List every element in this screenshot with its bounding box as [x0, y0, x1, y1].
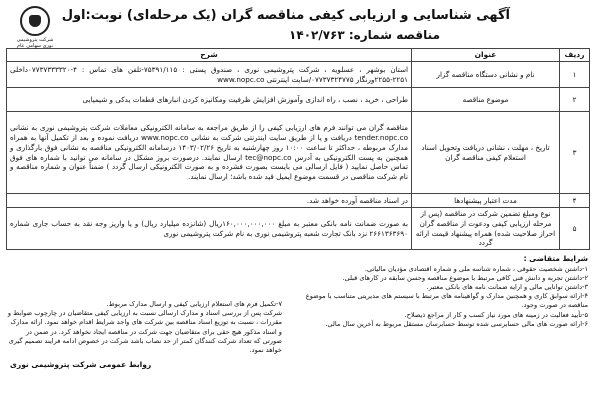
row-no: ۲ [560, 88, 590, 112]
table-row [7, 194, 590, 208]
header-title: عنوان [412, 49, 560, 62]
list-item: ۷-تکمیل فرم های استعلام ارزیابی کیفی و ارسال مدارک مربوط. [106, 300, 282, 308]
table-row [7, 88, 590, 112]
notice-header [6, 4, 590, 48]
row-no: ۵ [560, 208, 590, 250]
row-no: ۴ [560, 194, 590, 208]
table-header-row [7, 49, 590, 62]
row-title: نوع ومبلغ تضمین شرکت در مناقصه (پس از مرحله ارزیابی کیفی ودعوت از مناقصه گران احراز صلاحیت شده) همراه پیشنهاد قیمت ارائه گردد [412, 208, 560, 250]
row-desc: مناقصه گران می توانند فرم های ارزیابی کیفی را از طریق مراجعه به سامانه الکترونیکی معاملات شرکت پتروشیمی نوری به نشانی tender.nopc.co دریافت و یا از طریق سایت اینترنتی شرکت به نشانی www.nopc.co دریافت نموده و بعد از تکمیل آنها به همراه مدارک مربوطه ، حداکثر تا ساعت ۱۰:۰۰ روز چهارشنبه به تاریخ ۱۴۰۳/۰۲/۲۶ درسامانه الکترونیکی مناقصه به نشانی فوق بارگذاری و همچنین به پست الکترونیکی به آدرس tec@nopc.co ارسال نمایند. درصورت بروز مشکل در سامانه می توانید با شماره های فوق تماس حاصل نمایید ( فایل ارسالی می بایست بصورت فشرده و به صورت الکترونیکی ارسال گردد ) ضمناً عنوان و شماره مناقصه و نام شرکت مناقصی در قسمت موضوع ایمیل قید شده باشد؛ ارسال نمایند. [7, 112, 412, 194]
row-title: مدت اعتبار پیشنهادها [412, 194, 560, 208]
logo-caption: شرکت پتروشیمی نوری سهامی عام [16, 37, 54, 49]
company-logo [12, 6, 58, 49]
table-row [7, 208, 590, 250]
row-desc: طراحی ، خرید ، نصب ، راه اندازی وآموزش افزایش ظرفیت ومکانیزه کردن انبارهای قطعات یدکی و شیمیایی [7, 88, 412, 112]
notice-footer [6, 254, 590, 370]
row-desc: در اسناد مناقصه آورده خواهد شد. [7, 194, 412, 208]
list-item: شرکت پس از بررسی اسناد و مدارک ارسالی نسبت به ارزیابی کیفی متقاضیان در چارچوب ضوابط و مقررات ، نسبت به توزیع اسناد مناقصه بین شرکت های واجد شرایط اقدام خواهد نمود. ارائه مدارک و اسناد مذکور هیچ حقی برای متقاضیان جهت شرکت در مناقصه ایجاد نخواهد کرد. در ضمن در صورتی که تعداد شرکت کنندگان کمتر از حد نصاب باشد شرکت در خصوص ادامه فرایند تصمیم گیری خواهد نمود. [7, 309, 282, 355]
table-row [7, 112, 590, 194]
terms-heading: شرایط متقاضی : [523, 254, 588, 263]
additional-notes [6, 254, 290, 370]
list-item: ۱-داشتن شخصیت حقوقی ، شماره شناسه ملی و شماره اقتصادی مؤدیان مالیاتی. [364, 264, 588, 273]
tender-details-table [6, 48, 590, 250]
row-title: نام و نشانی دستگاه مناقصه گزار [412, 62, 560, 88]
header-no: ردیف [560, 49, 590, 62]
row-no: ۱ [560, 62, 590, 88]
row-desc: استان بوشهر ، عسلویه ، شرکت پتروشیمی نوری ، صندوق پستی : ۷۵۳۹۱/۱۱۵-تلفن های تماس : ۴-۰۷۷۳۷۳۳۳۳۲۰داخلی ۲۲۵۱-۲۲۵۵ورنگار ۰۷۷۳۷۳۲۴۷۷۵/سایت اینترنتی www.nopc.co [7, 62, 412, 88]
header-desc: شرح [7, 49, 412, 62]
signature: روابط عمومی شرکت پتروشیمی نوری [10, 359, 152, 369]
row-title: موضوع مناقصه [412, 88, 560, 112]
notice-title: آگهی شناسایی و ارزیابی کیفی مناقصه گران (یک مرحله‌ای) نوبت:اول [61, 8, 510, 23]
table-row [7, 62, 590, 88]
list-item: ۳-داشتن توانایی مالی و ارایه ضمانت نامه های بانکی معتبر. [426, 282, 588, 291]
list-item: ۶-ارائه صورت های مالی حسابرسی شده توسط حسابرسان مستقل مربوط به آخرین سال مالی. [325, 319, 588, 328]
list-item: ۴-ارائه سوابق کاری و همچنین مدارک و گواهینامه های مرتبط با سیستم های مدیریتی متناسب با موضوع مناقصه در صورت وجود. [305, 292, 588, 310]
applicant-terms [290, 254, 590, 370]
row-title: تاریخ ، مهلت ، نشانی دریافت وتحویل اسناد استعلام کیفی مناقصه گران [412, 112, 560, 194]
list-item: ۵-تأیید فعالیت در زمینه های مورد نیاز کسب و کار از مراجع ذیصلاح. [404, 310, 588, 319]
row-desc: به صورت ضمانت نامه بانکی معتبر به مبلغ ۱۶۰,۰۰۰,۰۰۰,۰۰۰ریال (شانزده میلیارد ریال) و یا واریز وجه نقد به حساب جاری شماره ۲۶۶۱۳۶۳۶۹۰ نزد بانک تجارت شعبه پتروشیمی نوری به نام شرکت پتروشیمی نوری [7, 208, 412, 250]
list-item: ۲-داشتن تجربه و دانش فنی کافی مرتبط با موضوع مناقصه وحسن سابقه در کارهای قبلی. [342, 273, 588, 282]
tender-number: مناقصه شماره: ۱۴۰۲/۷۶۳ [289, 28, 440, 42]
row-no: ۳ [560, 112, 590, 194]
logo-emblem-icon [20, 6, 50, 36]
